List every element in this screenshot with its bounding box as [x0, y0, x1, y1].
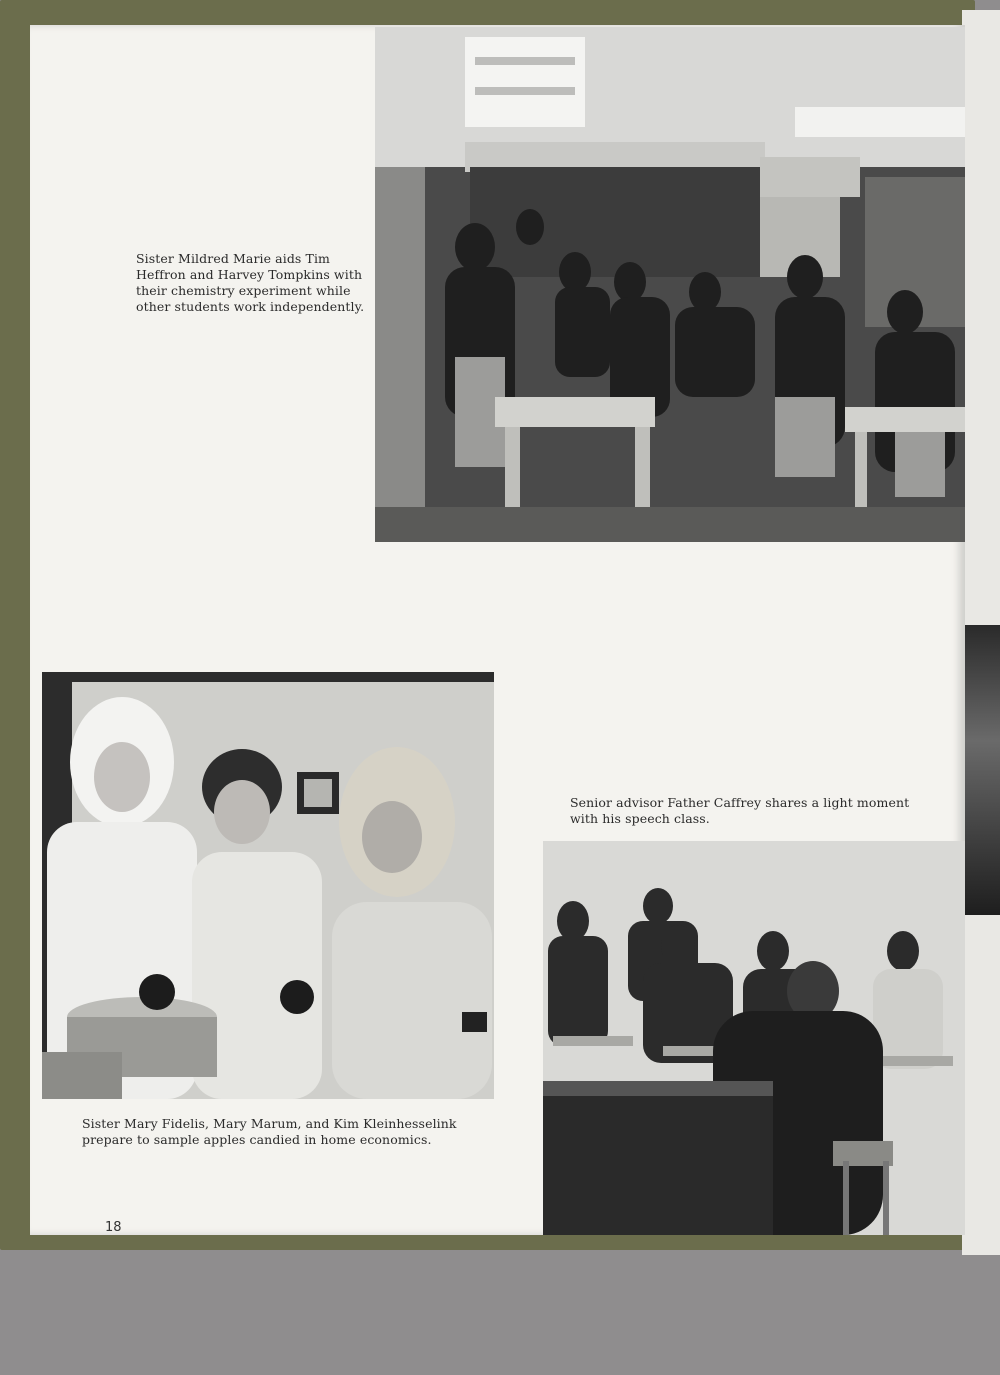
caption-line: with his speech class. [570, 811, 710, 826]
facing-page-edge [962, 10, 1000, 1255]
chemistry-caption [136, 251, 364, 315]
caption-line: other students work independently. [136, 299, 365, 314]
caption-line: Sister Mildred Marie aids Tim [136, 251, 331, 266]
speech-caption [570, 795, 909, 827]
speech-class-photo [543, 841, 965, 1235]
home-economics-caption [82, 1116, 457, 1148]
caption-line: prepare to sample apples candied in home economics. [82, 1132, 432, 1147]
chemistry-lab-photo [375, 27, 965, 542]
home-economics-photo [42, 672, 494, 1099]
yearbook-page [30, 25, 965, 1235]
caption-line: Sister Mary Fidelis, Mary Marum, and Kim Kleinhesselink [82, 1116, 457, 1131]
caption-line: their chemistry experiment while [136, 283, 351, 298]
page-number: 18 [105, 1220, 122, 1235]
caption-line: Senior advisor Father Caffrey shares a light moment [570, 795, 910, 810]
caption-line: Heffron and Harvey Tompkins with [136, 267, 363, 282]
facing-page-photo [964, 625, 1000, 915]
